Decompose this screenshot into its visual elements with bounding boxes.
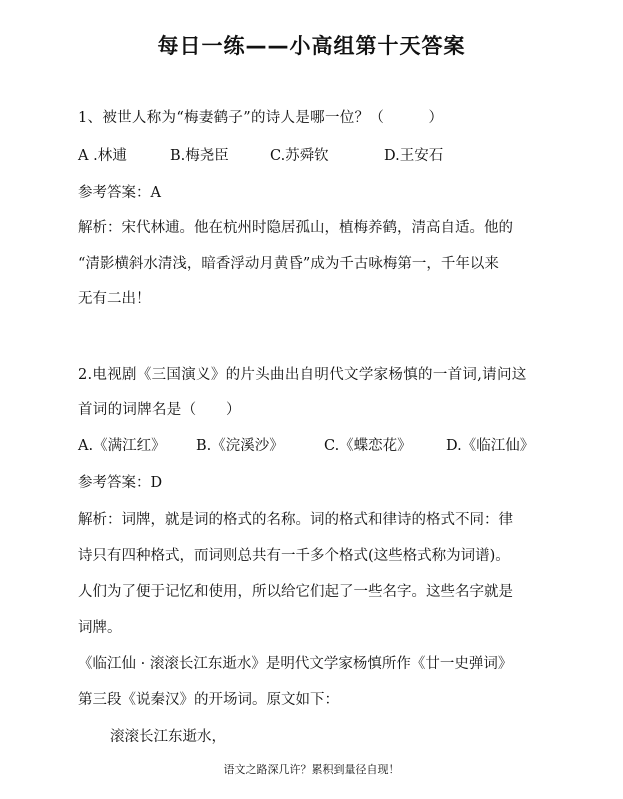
question-2-analysis-line: 词牌。 [78,620,122,636]
question-1-analysis-line: 无有二出！ [78,291,151,307]
q2-option-d: D.《临江仙》 [446,438,535,454]
question-1-analysis-line: “清影横斜水清浅，暗香浮动月黄昏”成为千古咏梅第一，千年以来 [78,256,499,272]
q1-option-d: D.王安石 [384,148,444,164]
question-2-analysis-line: 人们为了便于记忆和使用，所以给它们起了一些名字。这些名字就是 [78,584,513,600]
question-1: 1、被世人称为“梅妻鹤子”的诗人是哪一位？（ ） [78,110,444,126]
page-footer: 语文之路深几许？累积到量径自现！ [223,763,400,776]
question-2-analysis-line: 诗只有四种格式，而词则总共有一千多个格式(这些格式称为词谱)。 [78,548,510,564]
q1-option-c: C.苏舜钦 [270,148,329,164]
question-2-line: 首词的词牌名是（ ） [78,402,241,418]
q2-option-c: C.《蝶恋花》 [324,438,412,454]
q1-option-b: B.梅尧臣 [170,148,229,164]
question-2-analysis-line: 《临江仙 · 滚滚长江东逝水》是明代文学家杨慎所作《廿一史弹词》 [78,656,513,672]
q1-option-a: A .林逋 [78,148,127,164]
poem-line: 滚滚长江东逝水， [110,729,226,745]
question-1-analysis-line: 解析：宋代林逋。他在杭州时隐居孤山，植梅养鹤，清高自适。他的 [78,220,513,236]
question-2-analysis-line: 解析：词牌，就是词的格式的名称。词的格式和律诗的格式不同：律 [78,512,513,528]
q2-option-a: A.《满江红》 [78,438,166,454]
question-2-line: 2.电视剧《三国演义》的片头曲出自明代文学家杨慎的一首词,请问这 [78,367,527,383]
question-1-answer: 参考答案：A [78,185,161,201]
q2-option-b: B.《浣溪沙》 [196,438,284,454]
question-2-answer: 参考答案：D [78,475,163,491]
page-title: 每日一练——小高组第十天答案 [157,34,466,58]
question-2-analysis-line: 第三段《说秦汉》的开场词。原文如下： [78,692,339,708]
